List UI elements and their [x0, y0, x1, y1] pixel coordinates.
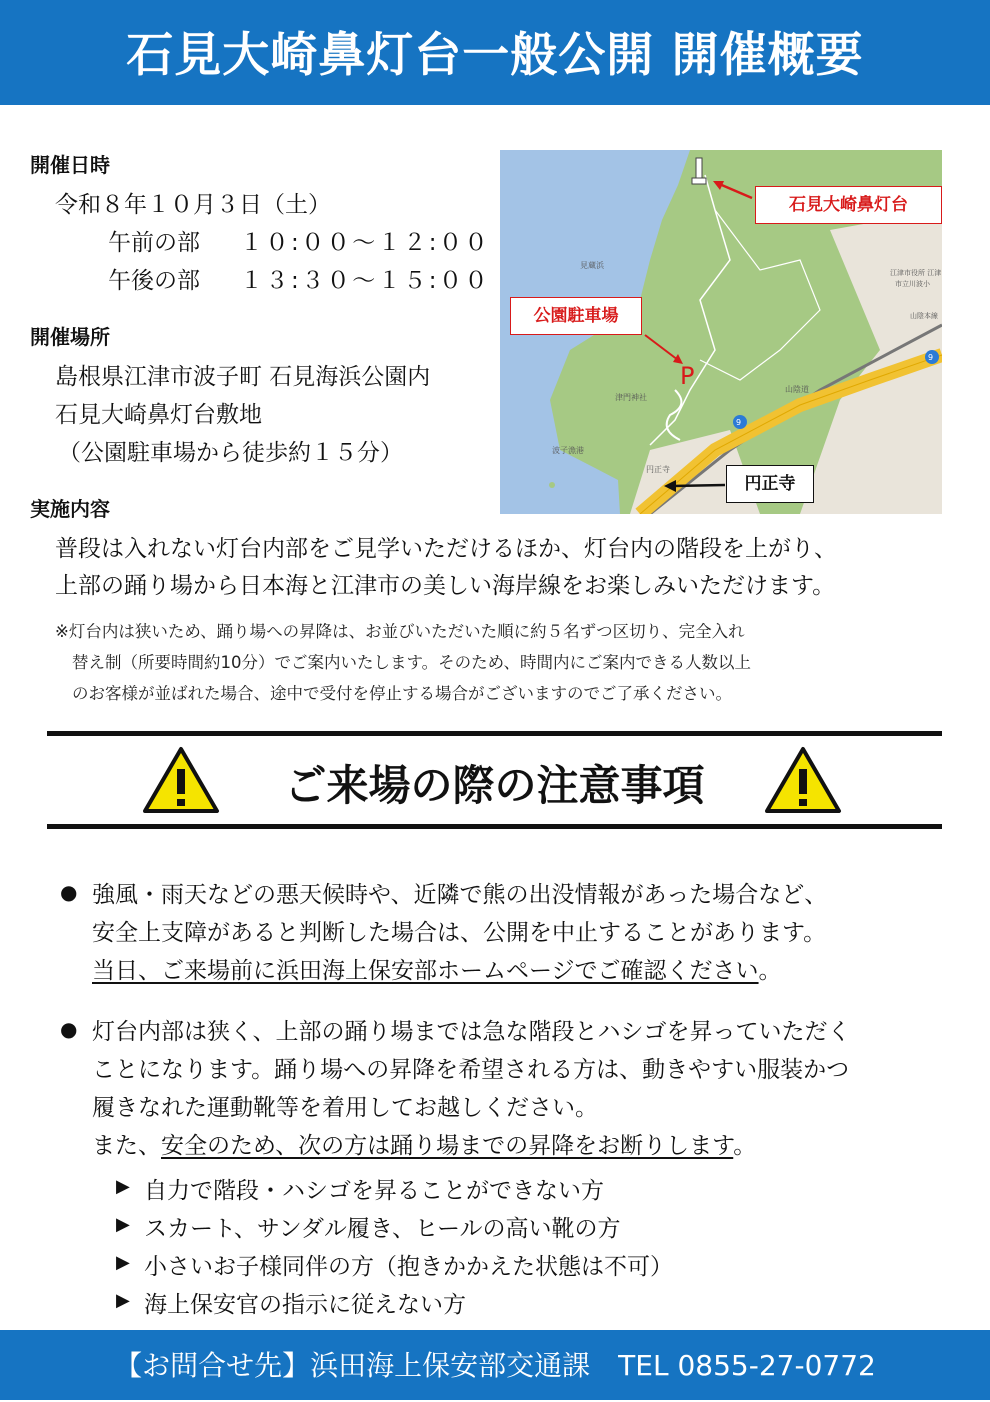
caution-item2-prefix: また、	[92, 1133, 161, 1159]
bullet-icon: ●	[60, 880, 78, 904]
map-route9-badge-2: 9	[736, 418, 742, 427]
restriction-item: 海上保安官の指示に従えない方	[144, 1292, 466, 1318]
page-title: 石見大崎鼻灯台一般公開 開催概要	[126, 28, 864, 83]
parking-marker: P	[680, 362, 695, 390]
caution-title: ご来場の際の注意事項	[284, 761, 705, 810]
content-note-3: のお客様が並ばれた場合、途中で受付を停止する場合がございますのでご了承ください。	[72, 684, 732, 703]
venue-walk-time: （公園駐車場から徒歩約１５分）	[58, 440, 403, 466]
arrow-right-icon: ▶	[116, 1290, 130, 1311]
caution-item1-link-text: 当日、ご来場前に浜田海上保安部ホームページでご確認ください	[92, 958, 759, 984]
event-date: 令和８年１０月３日（土）	[55, 192, 331, 218]
restriction-item: スカート、サンダル履き、ヒールの高い靴の方	[144, 1216, 621, 1242]
content-note-1: ※灯台内は狭いため、踊り場への昇降は、お並びいただいた順に約５名ずつ区切り、完全入れ	[55, 622, 745, 641]
temple-callout: 円正寺	[726, 465, 814, 503]
content-line-2: 上部の踊り場から日本海と江津市の美しい海岸線をお楽しみいただけます。	[55, 573, 836, 599]
lighthouse-callout: 石見大崎鼻灯台	[755, 186, 942, 224]
map-label-line-main: 山陰本線	[910, 312, 938, 320]
caution-item1-line1: 強風・雨天などの悪天候時や、近隣で熊の出没情報があった場合など、	[92, 882, 828, 908]
arrow-right-icon: ▶	[116, 1214, 130, 1235]
map-label-office: 江津市役所 江津	[890, 269, 942, 277]
content-note-2: 替え制（所要時間約10分）でご案内いたします。そのため、時間内にご案内できる人数以上	[72, 653, 752, 672]
divider-top	[47, 731, 942, 736]
venue-heading: 開催場所	[30, 325, 110, 349]
afternoon-session-time: １３:３０～１５:００	[240, 268, 490, 294]
map-label-enshoji-small: 円正寺	[646, 465, 670, 474]
morning-session-label: 午前の部	[108, 230, 200, 256]
venue-address: 島根県江津市波子町 石見海浜公園内	[55, 364, 431, 390]
map-route9-badge: 9	[928, 353, 934, 362]
bullet-icon: ●	[60, 1017, 78, 1041]
restriction-item: 小さいお子様同伴の方（抱きかかえた状態は不可）	[144, 1254, 673, 1280]
map-label-mihama: 見蔵浜	[580, 261, 604, 270]
map-label-port: 波子漁港	[552, 446, 584, 455]
arrow-right-icon: ▶	[116, 1252, 130, 1273]
content-line-1: 普段は入れない灯台内部をご見学いただけるほか、灯台内の階段を上がり、	[55, 536, 837, 562]
arrow-right-icon: ▶	[116, 1176, 130, 1197]
caution-item1-line3	[92, 952, 782, 985]
contact-info: 【お問合せ先】浜田海上保安部交通課 TEL 0855-27-0772	[114, 1349, 876, 1382]
warning-triangle-icon	[142, 745, 220, 815]
divider-bottom	[47, 824, 942, 829]
caution-item2-line3: 履きなれた運動靴等を着用してお越しください。	[92, 1095, 598, 1121]
restriction-item: 自力で階段・ハシゴを昇ることができない方	[144, 1178, 604, 1204]
map-label-school: 市立川波小	[895, 280, 930, 288]
caution-item2-line4	[92, 1127, 756, 1160]
afternoon-session-label: 午後の部	[108, 268, 200, 294]
caution-item1-line2: 安全上支障があると判断した場合は、公開を中止することがあります。	[92, 920, 827, 946]
parking-callout: 公園駐車場	[510, 297, 642, 335]
caution-item2-underlined: 安全のため、次の方は踊り場までの昇降をお断りします	[161, 1133, 734, 1159]
morning-session-time: １０:００～１２:００	[240, 230, 490, 256]
map-label-shrine: 津門神社	[615, 393, 647, 402]
datetime-heading: 開催日時	[30, 153, 110, 177]
caution-item2-line2: ことになります。踊り場への昇降を希望される方は、動きやすい服装かつ	[92, 1057, 850, 1083]
venue-site: 石見大崎鼻灯台敷地	[55, 402, 262, 428]
content-heading: 実施内容	[30, 497, 110, 521]
caution-item2-line1: 灯台内部は狭く、上部の踊り場までは急な階段とハシゴを昇っていただく	[92, 1019, 851, 1045]
caution-item2-period: 。	[733, 1133, 757, 1159]
warning-triangle-icon	[764, 745, 842, 815]
caution-item1-period: 。	[758, 958, 782, 984]
map-label-road: 山陰道	[785, 385, 809, 394]
